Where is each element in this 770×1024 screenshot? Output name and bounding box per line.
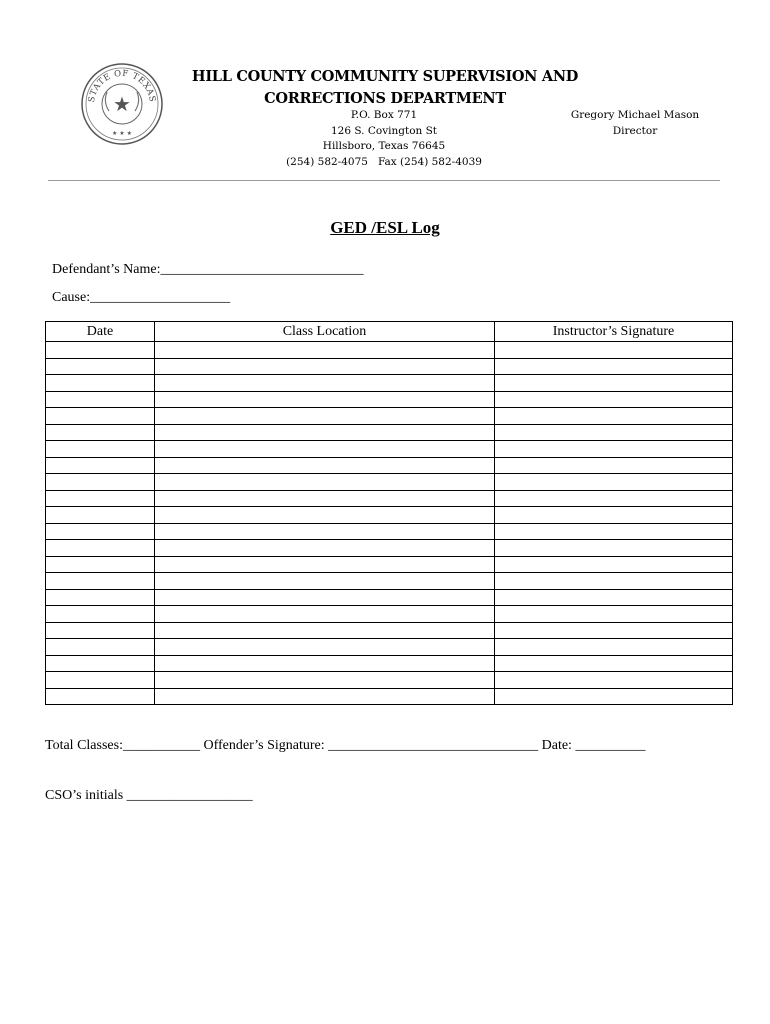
- cell-class-location[interactable]: [155, 457, 495, 474]
- table-row: [46, 655, 733, 672]
- cell-class-location[interactable]: [155, 342, 495, 359]
- cell-date[interactable]: [46, 540, 155, 557]
- cell-instructor-signature[interactable]: [495, 622, 733, 639]
- cell-date[interactable]: [46, 688, 155, 705]
- cell-date[interactable]: [46, 342, 155, 359]
- cell-date[interactable]: [46, 490, 155, 507]
- cell-class-location[interactable]: [155, 523, 495, 540]
- cell-date[interactable]: [46, 507, 155, 524]
- column-header-date: Date: [46, 322, 155, 342]
- table-row: [46, 573, 733, 590]
- cell-class-location[interactable]: [155, 490, 495, 507]
- column-header-instructor-signature: Instructor’s Signature: [495, 322, 733, 342]
- cell-date[interactable]: [46, 573, 155, 590]
- cell-instructor-signature[interactable]: [495, 540, 733, 557]
- state-seal: [79, 62, 165, 146]
- table-row: [46, 391, 733, 408]
- table-row: [46, 507, 733, 524]
- table-row: [46, 457, 733, 474]
- table-row: [46, 523, 733, 540]
- table-row: [46, 540, 733, 557]
- cell-instructor-signature[interactable]: [495, 441, 733, 458]
- table-header-row: [46, 322, 733, 342]
- table-body: [46, 342, 733, 705]
- cell-class-location[interactable]: [155, 589, 495, 606]
- table-row: [46, 490, 733, 507]
- cell-date[interactable]: [46, 655, 155, 672]
- cell-instructor-signature[interactable]: [495, 375, 733, 392]
- cell-instructor-signature[interactable]: [495, 490, 733, 507]
- cell-date[interactable]: [46, 391, 155, 408]
- director-block: [560, 108, 710, 139]
- cell-date[interactable]: [46, 375, 155, 392]
- cell-date[interactable]: [46, 474, 155, 491]
- director-title: Director: [612, 124, 658, 137]
- cell-date[interactable]: [46, 358, 155, 375]
- cell-date[interactable]: [46, 639, 155, 656]
- cell-instructor-signature[interactable]: [495, 639, 733, 656]
- cell-class-location[interactable]: [155, 556, 495, 573]
- cell-instructor-signature[interactable]: [495, 672, 733, 689]
- cell-instructor-signature[interactable]: [495, 408, 733, 425]
- cell-class-location[interactable]: [155, 622, 495, 639]
- table-row: [46, 408, 733, 425]
- table-row: [46, 474, 733, 491]
- column-header-class-location: Class Location: [155, 322, 495, 342]
- table-row: [46, 556, 733, 573]
- table-row: [46, 441, 733, 458]
- cell-instructor-signature[interactable]: [495, 688, 733, 705]
- cell-class-location[interactable]: [155, 507, 495, 524]
- organization-address: [244, 108, 524, 170]
- cell-instructor-signature[interactable]: [495, 391, 733, 408]
- cell-class-location[interactable]: [155, 358, 495, 375]
- cause-field[interactable]: Cause:____________________: [52, 290, 231, 305]
- cell-date[interactable]: [46, 523, 155, 540]
- defendant-name-field[interactable]: Defendant’s Name:_____________________________: [52, 262, 364, 277]
- cell-instructor-signature[interactable]: [495, 457, 733, 474]
- cell-class-location[interactable]: [155, 672, 495, 689]
- cell-date[interactable]: [46, 672, 155, 689]
- cell-date[interactable]: [46, 441, 155, 458]
- texas-seal-icon: [79, 62, 165, 146]
- address-city: Hillsboro, Texas 76645: [322, 140, 446, 152]
- cell-instructor-signature[interactable]: [495, 358, 733, 375]
- cell-instructor-signature[interactable]: [495, 556, 733, 573]
- cso-initials-field[interactable]: CSO’s initials __________________: [45, 788, 253, 803]
- cell-instructor-signature[interactable]: [495, 523, 733, 540]
- cell-class-location[interactable]: [155, 375, 495, 392]
- director-name: Gregory Michael Mason: [570, 109, 700, 121]
- organization-name-line1: HILL COUNTY COMMUNITY SUPERVISION AND: [191, 68, 579, 85]
- cell-class-location[interactable]: [155, 474, 495, 491]
- table-row: [46, 589, 733, 606]
- cell-date[interactable]: [46, 556, 155, 573]
- cell-class-location[interactable]: [155, 408, 495, 425]
- cell-instructor-signature[interactable]: [495, 573, 733, 590]
- header-divider: [48, 180, 720, 181]
- cell-class-location[interactable]: [155, 639, 495, 656]
- cell-class-location[interactable]: [155, 688, 495, 705]
- cell-date[interactable]: [46, 424, 155, 441]
- table-row: [46, 639, 733, 656]
- table-row: [46, 375, 733, 392]
- table-row: [46, 672, 733, 689]
- cell-instructor-signature[interactable]: [495, 655, 733, 672]
- address-po-box: P.O. Box 771: [350, 109, 418, 121]
- cell-class-location[interactable]: [155, 573, 495, 590]
- organization-name: [170, 66, 600, 110]
- document-title: GED /ESL Log: [330, 218, 440, 237]
- seal-text: STATE OF TEXAS: [86, 68, 158, 104]
- cell-date[interactable]: [46, 622, 155, 639]
- table-row: [46, 342, 733, 359]
- cell-instructor-signature[interactable]: [495, 606, 733, 623]
- cell-date[interactable]: [46, 408, 155, 425]
- table-row: [46, 424, 733, 441]
- cell-date[interactable]: [46, 606, 155, 623]
- cell-class-location[interactable]: [155, 424, 495, 441]
- cell-instructor-signature[interactable]: [495, 424, 733, 441]
- address-phone-fax: (254) 582-4075 Fax (254) 582-4039: [286, 155, 482, 168]
- totals-signature-date-line[interactable]: Total Classes:___________ Offender’s Signature: ______________________________ Date: __________: [45, 738, 646, 753]
- address-street: 126 S. Covington St: [330, 124, 438, 137]
- cell-class-location[interactable]: [155, 606, 495, 623]
- seal-small-stars-icon: ★ ★ ★: [112, 130, 132, 137]
- table-row: [46, 688, 733, 705]
- cell-instructor-signature[interactable]: [495, 507, 733, 524]
- table-row: [46, 358, 733, 375]
- cell-date[interactable]: [46, 589, 155, 606]
- cell-date[interactable]: [46, 457, 155, 474]
- cell-class-location[interactable]: [155, 655, 495, 672]
- cell-instructor-signature[interactable]: [495, 474, 733, 491]
- cell-class-location[interactable]: [155, 391, 495, 408]
- ged-esl-log-table: [45, 321, 733, 705]
- cell-instructor-signature[interactable]: [495, 589, 733, 606]
- cell-class-location[interactable]: [155, 540, 495, 557]
- table-row: [46, 606, 733, 623]
- cell-instructor-signature[interactable]: [495, 342, 733, 359]
- table-row: [46, 622, 733, 639]
- seal-star-icon: ★: [113, 92, 131, 116]
- organization-name-line2: CORRECTIONS DEPARTMENT: [264, 90, 506, 107]
- cell-class-location[interactable]: [155, 441, 495, 458]
